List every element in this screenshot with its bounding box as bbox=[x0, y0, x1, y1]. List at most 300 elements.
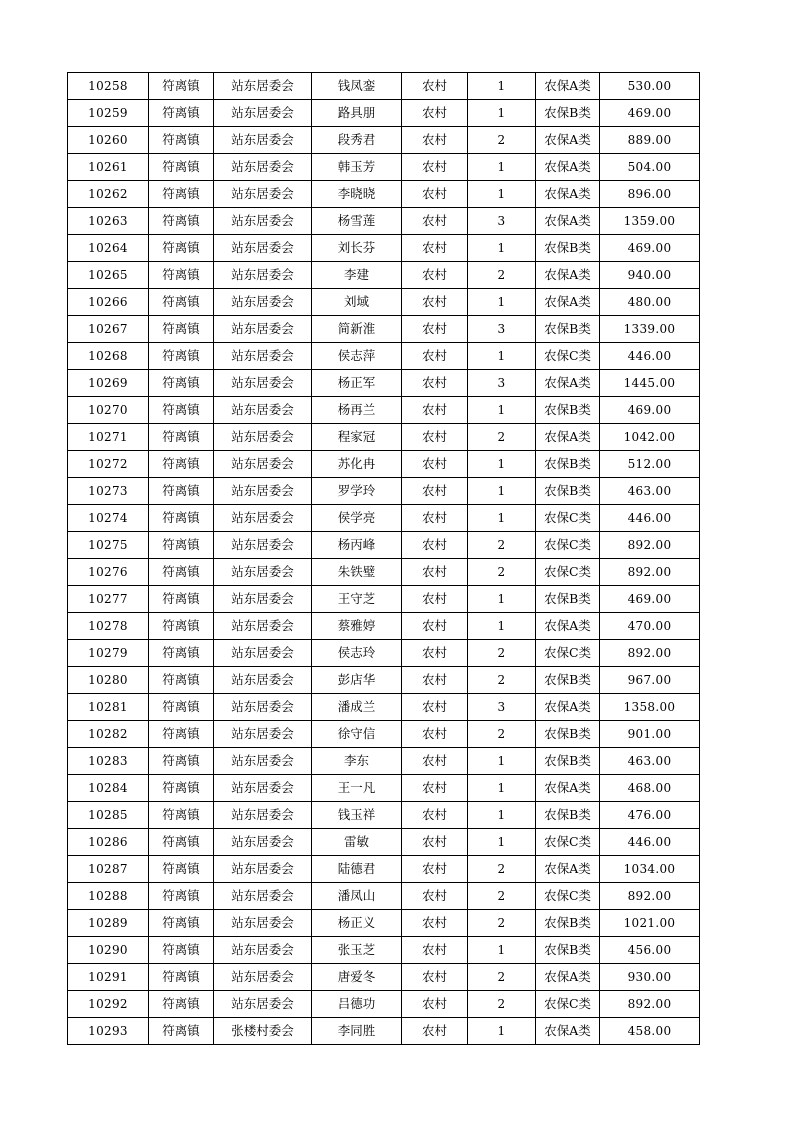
amount-cell: 1359.00 bbox=[600, 208, 700, 235]
household-count-cell: 2 bbox=[468, 910, 536, 937]
town-cell: 符离镇 bbox=[149, 694, 214, 721]
amount-cell: 446.00 bbox=[600, 343, 700, 370]
record-id-cell: 10289 bbox=[68, 910, 149, 937]
table-row bbox=[68, 613, 700, 640]
area-type-cell: 农村 bbox=[402, 775, 468, 802]
record-id-cell: 10282 bbox=[68, 721, 149, 748]
name-cell: 潘凤山 bbox=[312, 883, 402, 910]
household-count-cell: 1 bbox=[468, 505, 536, 532]
name-cell: 路具朋 bbox=[312, 100, 402, 127]
household-count-cell: 1 bbox=[468, 802, 536, 829]
town-cell: 符离镇 bbox=[149, 208, 214, 235]
committee-cell: 站东居委会 bbox=[214, 208, 312, 235]
name-cell: 刘长芬 bbox=[312, 235, 402, 262]
committee-cell: 站东居委会 bbox=[214, 586, 312, 613]
amount-cell: 1021.00 bbox=[600, 910, 700, 937]
record-id-cell: 10259 bbox=[68, 100, 149, 127]
household-count-cell: 1 bbox=[468, 748, 536, 775]
town-cell: 符离镇 bbox=[149, 775, 214, 802]
town-cell: 符离镇 bbox=[149, 235, 214, 262]
record-id-cell: 10271 bbox=[68, 424, 149, 451]
committee-cell: 站东居委会 bbox=[214, 910, 312, 937]
area-type-cell: 农村 bbox=[402, 235, 468, 262]
name-cell: 王守芝 bbox=[312, 586, 402, 613]
committee-cell: 站东居委会 bbox=[214, 829, 312, 856]
name-cell: 吕德功 bbox=[312, 991, 402, 1018]
insurance-category-cell: 农保A类 bbox=[536, 964, 600, 991]
household-count-cell: 2 bbox=[468, 667, 536, 694]
table-row bbox=[68, 100, 700, 127]
area-type-cell: 农村 bbox=[402, 424, 468, 451]
insurance-category-cell: 农保C类 bbox=[536, 829, 600, 856]
insurance-category-cell: 农保B类 bbox=[536, 748, 600, 775]
household-count-cell: 1 bbox=[468, 154, 536, 181]
town-cell: 符离镇 bbox=[149, 397, 214, 424]
record-id-cell: 10284 bbox=[68, 775, 149, 802]
insurance-category-cell: 农保B类 bbox=[536, 910, 600, 937]
household-count-cell: 2 bbox=[468, 721, 536, 748]
insurance-category-cell: 农保B类 bbox=[536, 478, 600, 505]
amount-cell: 446.00 bbox=[600, 829, 700, 856]
area-type-cell: 农村 bbox=[402, 208, 468, 235]
record-id-cell: 10287 bbox=[68, 856, 149, 883]
name-cell: 张玉芝 bbox=[312, 937, 402, 964]
table-row bbox=[68, 181, 700, 208]
town-cell: 符离镇 bbox=[149, 451, 214, 478]
committee-cell: 张楼村委会 bbox=[214, 1018, 312, 1045]
area-type-cell: 农村 bbox=[402, 478, 468, 505]
household-count-cell: 2 bbox=[468, 883, 536, 910]
table-row bbox=[68, 748, 700, 775]
amount-cell: 930.00 bbox=[600, 964, 700, 991]
town-cell: 符离镇 bbox=[149, 181, 214, 208]
name-cell: 李晓晓 bbox=[312, 181, 402, 208]
table-row bbox=[68, 991, 700, 1018]
household-count-cell: 1 bbox=[468, 73, 536, 100]
area-type-cell: 农村 bbox=[402, 721, 468, 748]
household-count-cell: 1 bbox=[468, 451, 536, 478]
record-id-cell: 10281 bbox=[68, 694, 149, 721]
table-row bbox=[68, 883, 700, 910]
record-id-cell: 10261 bbox=[68, 154, 149, 181]
household-count-cell: 2 bbox=[468, 532, 536, 559]
insurance-category-cell: 农保C类 bbox=[536, 343, 600, 370]
record-id-cell: 10272 bbox=[68, 451, 149, 478]
insurance-category-cell: 农保A类 bbox=[536, 613, 600, 640]
table-row bbox=[68, 1018, 700, 1045]
table-row bbox=[68, 829, 700, 856]
table-row bbox=[68, 289, 700, 316]
record-id-cell: 10292 bbox=[68, 991, 149, 1018]
amount-cell: 940.00 bbox=[600, 262, 700, 289]
insurance-category-cell: 农保A类 bbox=[536, 73, 600, 100]
town-cell: 符离镇 bbox=[149, 370, 214, 397]
record-id-cell: 10277 bbox=[68, 586, 149, 613]
insurance-category-cell: 农保B类 bbox=[536, 397, 600, 424]
table-row bbox=[68, 667, 700, 694]
town-cell: 符离镇 bbox=[149, 829, 214, 856]
record-id-cell: 10291 bbox=[68, 964, 149, 991]
area-type-cell: 农村 bbox=[402, 181, 468, 208]
table-row bbox=[68, 478, 700, 505]
amount-cell: 901.00 bbox=[600, 721, 700, 748]
table-row bbox=[68, 802, 700, 829]
town-cell: 符离镇 bbox=[149, 748, 214, 775]
amount-cell: 469.00 bbox=[600, 397, 700, 424]
table-row bbox=[68, 154, 700, 181]
area-type-cell: 农村 bbox=[402, 937, 468, 964]
area-type-cell: 农村 bbox=[402, 154, 468, 181]
insurance-category-cell: 农保A类 bbox=[536, 424, 600, 451]
household-count-cell: 1 bbox=[468, 397, 536, 424]
area-type-cell: 农村 bbox=[402, 100, 468, 127]
amount-cell: 458.00 bbox=[600, 1018, 700, 1045]
record-id-cell: 10290 bbox=[68, 937, 149, 964]
household-count-cell: 2 bbox=[468, 262, 536, 289]
table-row bbox=[68, 694, 700, 721]
committee-cell: 站东居委会 bbox=[214, 127, 312, 154]
household-count-cell: 2 bbox=[468, 964, 536, 991]
household-count-cell: 1 bbox=[468, 775, 536, 802]
committee-cell: 站东居委会 bbox=[214, 451, 312, 478]
amount-cell: 892.00 bbox=[600, 640, 700, 667]
record-id-cell: 10266 bbox=[68, 289, 149, 316]
record-id-cell: 10274 bbox=[68, 505, 149, 532]
amount-cell: 469.00 bbox=[600, 586, 700, 613]
name-cell: 罗学玲 bbox=[312, 478, 402, 505]
table-row bbox=[68, 316, 700, 343]
table-row bbox=[68, 397, 700, 424]
name-cell: 雷敏 bbox=[312, 829, 402, 856]
amount-cell: 892.00 bbox=[600, 532, 700, 559]
amount-cell: 889.00 bbox=[600, 127, 700, 154]
name-cell: 侯志萍 bbox=[312, 343, 402, 370]
amount-cell: 480.00 bbox=[600, 289, 700, 316]
record-id-cell: 10285 bbox=[68, 802, 149, 829]
amount-cell: 476.00 bbox=[600, 802, 700, 829]
record-id-cell: 10288 bbox=[68, 883, 149, 910]
town-cell: 符离镇 bbox=[149, 73, 214, 100]
area-type-cell: 农村 bbox=[402, 343, 468, 370]
table-row bbox=[68, 127, 700, 154]
record-id-cell: 10264 bbox=[68, 235, 149, 262]
name-cell: 朱铁璧 bbox=[312, 559, 402, 586]
committee-cell: 站东居委会 bbox=[214, 262, 312, 289]
insurance-category-cell: 农保A类 bbox=[536, 856, 600, 883]
name-cell: 侯学亮 bbox=[312, 505, 402, 532]
household-count-cell: 1 bbox=[468, 100, 536, 127]
town-cell: 符离镇 bbox=[149, 802, 214, 829]
committee-cell: 站东居委会 bbox=[214, 424, 312, 451]
insurance-category-cell: 农保A类 bbox=[536, 775, 600, 802]
town-cell: 符离镇 bbox=[149, 289, 214, 316]
record-id-cell: 10273 bbox=[68, 478, 149, 505]
insurance-category-cell: 农保B类 bbox=[536, 316, 600, 343]
insurance-category-cell: 农保A类 bbox=[536, 127, 600, 154]
area-type-cell: 农村 bbox=[402, 910, 468, 937]
committee-cell: 站东居委会 bbox=[214, 667, 312, 694]
committee-cell: 站东居委会 bbox=[214, 694, 312, 721]
name-cell: 杨正义 bbox=[312, 910, 402, 937]
name-cell: 侯志玲 bbox=[312, 640, 402, 667]
area-type-cell: 农村 bbox=[402, 451, 468, 478]
insurance-category-cell: 农保A类 bbox=[536, 154, 600, 181]
record-id-cell: 10267 bbox=[68, 316, 149, 343]
name-cell: 王一凡 bbox=[312, 775, 402, 802]
insurance-category-cell: 农保A类 bbox=[536, 208, 600, 235]
town-cell: 符离镇 bbox=[149, 883, 214, 910]
table-row bbox=[68, 235, 700, 262]
town-cell: 符离镇 bbox=[149, 910, 214, 937]
insurance-category-cell: 农保B类 bbox=[536, 721, 600, 748]
amount-cell: 470.00 bbox=[600, 613, 700, 640]
name-cell: 韩玉芳 bbox=[312, 154, 402, 181]
town-cell: 符离镇 bbox=[149, 424, 214, 451]
insurance-category-cell: 农保C类 bbox=[536, 883, 600, 910]
insurance-category-cell: 农保B类 bbox=[536, 235, 600, 262]
amount-cell: 896.00 bbox=[600, 181, 700, 208]
name-cell: 徐守信 bbox=[312, 721, 402, 748]
name-cell: 李东 bbox=[312, 748, 402, 775]
committee-cell: 站东居委会 bbox=[214, 937, 312, 964]
committee-cell: 站东居委会 bbox=[214, 559, 312, 586]
record-id-cell: 10275 bbox=[68, 532, 149, 559]
committee-cell: 站东居委会 bbox=[214, 478, 312, 505]
insurance-category-cell: 农保B类 bbox=[536, 586, 600, 613]
amount-cell: 456.00 bbox=[600, 937, 700, 964]
town-cell: 符离镇 bbox=[149, 154, 214, 181]
record-id-cell: 10262 bbox=[68, 181, 149, 208]
table-row bbox=[68, 262, 700, 289]
committee-cell: 站东居委会 bbox=[214, 235, 312, 262]
town-cell: 符离镇 bbox=[149, 100, 214, 127]
committee-cell: 站东居委会 bbox=[214, 856, 312, 883]
town-cell: 符离镇 bbox=[149, 127, 214, 154]
committee-cell: 站东居委会 bbox=[214, 316, 312, 343]
table-row bbox=[68, 721, 700, 748]
town-cell: 符离镇 bbox=[149, 964, 214, 991]
household-count-cell: 2 bbox=[468, 991, 536, 1018]
name-cell: 陆德君 bbox=[312, 856, 402, 883]
name-cell: 潘成兰 bbox=[312, 694, 402, 721]
area-type-cell: 农村 bbox=[402, 856, 468, 883]
insurance-category-cell: 农保A类 bbox=[536, 1018, 600, 1045]
town-cell: 符离镇 bbox=[149, 559, 214, 586]
household-count-cell: 3 bbox=[468, 316, 536, 343]
town-cell: 符离镇 bbox=[149, 262, 214, 289]
insurance-category-cell: 农保B类 bbox=[536, 802, 600, 829]
insurance-category-cell: 农保B类 bbox=[536, 100, 600, 127]
household-count-cell: 3 bbox=[468, 370, 536, 397]
record-id-cell: 10265 bbox=[68, 262, 149, 289]
table-row bbox=[68, 937, 700, 964]
area-type-cell: 农村 bbox=[402, 694, 468, 721]
committee-cell: 站东居委会 bbox=[214, 100, 312, 127]
amount-cell: 1445.00 bbox=[600, 370, 700, 397]
record-id-cell: 10283 bbox=[68, 748, 149, 775]
amount-cell: 504.00 bbox=[600, 154, 700, 181]
committee-cell: 站东居委会 bbox=[214, 991, 312, 1018]
record-id-cell: 10280 bbox=[68, 667, 149, 694]
insurance-category-cell: 农保C类 bbox=[536, 559, 600, 586]
town-cell: 符离镇 bbox=[149, 532, 214, 559]
household-count-cell: 1 bbox=[468, 829, 536, 856]
amount-cell: 1358.00 bbox=[600, 694, 700, 721]
town-cell: 符离镇 bbox=[149, 586, 214, 613]
area-type-cell: 农村 bbox=[402, 883, 468, 910]
committee-cell: 站东居委会 bbox=[214, 775, 312, 802]
area-type-cell: 农村 bbox=[402, 829, 468, 856]
town-cell: 符离镇 bbox=[149, 478, 214, 505]
name-cell: 蔡雅婷 bbox=[312, 613, 402, 640]
household-count-cell: 1 bbox=[468, 235, 536, 262]
area-type-cell: 农村 bbox=[402, 73, 468, 100]
town-cell: 符离镇 bbox=[149, 505, 214, 532]
name-cell: 杨雪莲 bbox=[312, 208, 402, 235]
household-count-cell: 3 bbox=[468, 694, 536, 721]
committee-cell: 站东居委会 bbox=[214, 370, 312, 397]
area-type-cell: 农村 bbox=[402, 262, 468, 289]
amount-cell: 967.00 bbox=[600, 667, 700, 694]
committee-cell: 站东居委会 bbox=[214, 505, 312, 532]
record-id-cell: 10293 bbox=[68, 1018, 149, 1045]
table-row bbox=[68, 208, 700, 235]
area-type-cell: 农村 bbox=[402, 991, 468, 1018]
household-count-cell: 1 bbox=[468, 478, 536, 505]
amount-cell: 463.00 bbox=[600, 478, 700, 505]
name-cell: 杨丙峰 bbox=[312, 532, 402, 559]
committee-cell: 站东居委会 bbox=[214, 289, 312, 316]
insurance-category-cell: 农保B类 bbox=[536, 937, 600, 964]
insurance-category-cell: 农保B类 bbox=[536, 667, 600, 694]
beneficiary-table bbox=[67, 72, 700, 1045]
amount-cell: 469.00 bbox=[600, 235, 700, 262]
insurance-category-cell: 农保A类 bbox=[536, 694, 600, 721]
table-row bbox=[68, 532, 700, 559]
area-type-cell: 农村 bbox=[402, 748, 468, 775]
household-count-cell: 1 bbox=[468, 613, 536, 640]
household-count-cell: 1 bbox=[468, 343, 536, 370]
insurance-category-cell: 农保C类 bbox=[536, 991, 600, 1018]
table-body bbox=[68, 73, 700, 1045]
amount-cell: 446.00 bbox=[600, 505, 700, 532]
household-count-cell: 1 bbox=[468, 586, 536, 613]
name-cell: 简新淮 bbox=[312, 316, 402, 343]
name-cell: 杨正军 bbox=[312, 370, 402, 397]
record-id-cell: 10260 bbox=[68, 127, 149, 154]
table-row bbox=[68, 424, 700, 451]
household-count-cell: 1 bbox=[468, 937, 536, 964]
area-type-cell: 农村 bbox=[402, 613, 468, 640]
committee-cell: 站东居委会 bbox=[214, 802, 312, 829]
area-type-cell: 农村 bbox=[402, 127, 468, 154]
table-row bbox=[68, 343, 700, 370]
area-type-cell: 农村 bbox=[402, 667, 468, 694]
household-count-cell: 1 bbox=[468, 181, 536, 208]
committee-cell: 站东居委会 bbox=[214, 748, 312, 775]
committee-cell: 站东居委会 bbox=[214, 397, 312, 424]
table-row bbox=[68, 586, 700, 613]
amount-cell: 1042.00 bbox=[600, 424, 700, 451]
insurance-category-cell: 农保A类 bbox=[536, 262, 600, 289]
committee-cell: 站东居委会 bbox=[214, 640, 312, 667]
town-cell: 符离镇 bbox=[149, 613, 214, 640]
household-count-cell: 2 bbox=[468, 127, 536, 154]
town-cell: 符离镇 bbox=[149, 991, 214, 1018]
table-row bbox=[68, 451, 700, 478]
name-cell: 李同胜 bbox=[312, 1018, 402, 1045]
committee-cell: 站东居委会 bbox=[214, 343, 312, 370]
record-id-cell: 10268 bbox=[68, 343, 149, 370]
table-row bbox=[68, 775, 700, 802]
household-count-cell: 2 bbox=[468, 424, 536, 451]
name-cell: 钱玉祥 bbox=[312, 802, 402, 829]
town-cell: 符离镇 bbox=[149, 721, 214, 748]
town-cell: 符离镇 bbox=[149, 856, 214, 883]
committee-cell: 站东居委会 bbox=[214, 883, 312, 910]
area-type-cell: 农村 bbox=[402, 532, 468, 559]
name-cell: 刘域 bbox=[312, 289, 402, 316]
amount-cell: 892.00 bbox=[600, 883, 700, 910]
record-id-cell: 10263 bbox=[68, 208, 149, 235]
committee-cell: 站东居委会 bbox=[214, 532, 312, 559]
area-type-cell: 农村 bbox=[402, 505, 468, 532]
table-row bbox=[68, 370, 700, 397]
table-row bbox=[68, 910, 700, 937]
name-cell: 唐爱冬 bbox=[312, 964, 402, 991]
name-cell: 钱凤銮 bbox=[312, 73, 402, 100]
table-row bbox=[68, 505, 700, 532]
committee-cell: 站东居委会 bbox=[214, 964, 312, 991]
area-type-cell: 农村 bbox=[402, 640, 468, 667]
town-cell: 符离镇 bbox=[149, 640, 214, 667]
household-count-cell: 1 bbox=[468, 1018, 536, 1045]
area-type-cell: 农村 bbox=[402, 802, 468, 829]
insurance-category-cell: 农保C类 bbox=[536, 640, 600, 667]
amount-cell: 892.00 bbox=[600, 559, 700, 586]
amount-cell: 469.00 bbox=[600, 100, 700, 127]
town-cell: 符离镇 bbox=[149, 316, 214, 343]
record-id-cell: 10269 bbox=[68, 370, 149, 397]
town-cell: 符离镇 bbox=[149, 1018, 214, 1045]
committee-cell: 站东居委会 bbox=[214, 613, 312, 640]
area-type-cell: 农村 bbox=[402, 289, 468, 316]
amount-cell: 892.00 bbox=[600, 991, 700, 1018]
household-count-cell: 3 bbox=[468, 208, 536, 235]
area-type-cell: 农村 bbox=[402, 586, 468, 613]
household-count-cell: 1 bbox=[468, 289, 536, 316]
area-type-cell: 农村 bbox=[402, 397, 468, 424]
table-row bbox=[68, 640, 700, 667]
record-id-cell: 10276 bbox=[68, 559, 149, 586]
name-cell: 苏化冉 bbox=[312, 451, 402, 478]
insurance-category-cell: 农保A类 bbox=[536, 181, 600, 208]
record-id-cell: 10279 bbox=[68, 640, 149, 667]
insurance-category-cell: 农保C类 bbox=[536, 532, 600, 559]
amount-cell: 463.00 bbox=[600, 748, 700, 775]
town-cell: 符离镇 bbox=[149, 667, 214, 694]
name-cell: 程家冠 bbox=[312, 424, 402, 451]
insurance-category-cell: 农保B类 bbox=[536, 451, 600, 478]
area-type-cell: 农村 bbox=[402, 370, 468, 397]
table-row bbox=[68, 856, 700, 883]
record-id-cell: 10258 bbox=[68, 73, 149, 100]
table-row bbox=[68, 73, 700, 100]
record-id-cell: 10286 bbox=[68, 829, 149, 856]
record-id-cell: 10270 bbox=[68, 397, 149, 424]
area-type-cell: 农村 bbox=[402, 1018, 468, 1045]
household-count-cell: 2 bbox=[468, 640, 536, 667]
